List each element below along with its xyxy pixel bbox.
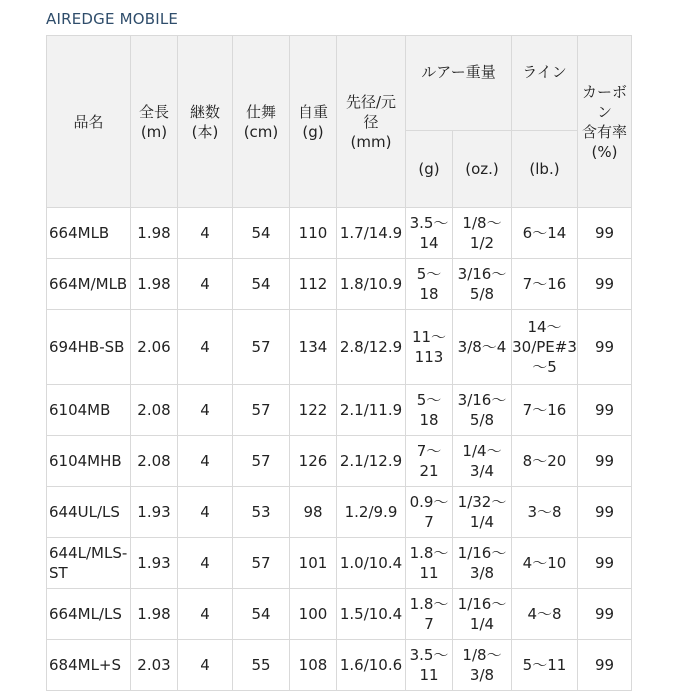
table-row xyxy=(47,640,632,691)
table-row xyxy=(47,385,632,436)
cell-length: 1.93 xyxy=(131,538,178,589)
cell-name: 6104MB xyxy=(47,385,131,436)
cell-pieces: 4 xyxy=(178,538,233,589)
header-lure-g: (g) xyxy=(406,131,453,208)
cell-closed: 57 xyxy=(233,385,290,436)
cell-pieces: 4 xyxy=(178,259,233,310)
cell-carbon: 99 xyxy=(578,589,632,640)
table-row xyxy=(47,589,632,640)
cell-pieces: 4 xyxy=(178,589,233,640)
cell-closed: 57 xyxy=(233,436,290,487)
cell-line: 3〜8 xyxy=(512,487,578,538)
cell-lure-g: 1.8〜 7 xyxy=(406,589,453,640)
cell-lure-oz: 1/16〜 1/4 xyxy=(453,589,512,640)
cell-tip: 2.1/11.9 xyxy=(337,385,406,436)
header-lure-weight: ルアー重量 xyxy=(406,36,512,131)
cell-name: 664ML/LS xyxy=(47,589,131,640)
cell-length: 1.98 xyxy=(131,208,178,259)
header-name: 品名 xyxy=(47,36,131,208)
cell-length: 1.98 xyxy=(131,259,178,310)
cell-lure-oz: 1/32〜 1/4 xyxy=(453,487,512,538)
cell-lure-g: 3.5〜 11 xyxy=(406,640,453,691)
header-pieces: 継数 (本) xyxy=(178,36,233,208)
cell-name: 644UL/LS xyxy=(47,487,131,538)
cell-weight: 98 xyxy=(290,487,337,538)
cell-carbon: 99 xyxy=(578,208,632,259)
cell-weight: 134 xyxy=(290,310,337,385)
header-closed-length: 仕舞 (cm) xyxy=(233,36,290,208)
table-row xyxy=(47,436,632,487)
cell-pieces: 4 xyxy=(178,310,233,385)
cell-closed: 53 xyxy=(233,487,290,538)
cell-length: 2.03 xyxy=(131,640,178,691)
cell-closed: 57 xyxy=(233,310,290,385)
cell-weight: 101 xyxy=(290,538,337,589)
cell-lure-g: 1.8〜 11 xyxy=(406,538,453,589)
cell-lure-g: 11〜 113 xyxy=(406,310,453,385)
cell-carbon: 99 xyxy=(578,385,632,436)
cell-carbon: 99 xyxy=(578,436,632,487)
cell-line: 14〜 30/PE#3 〜5 xyxy=(512,310,578,385)
cell-pieces: 4 xyxy=(178,208,233,259)
cell-weight: 126 xyxy=(290,436,337,487)
cell-lure-oz: 1/8〜 3/8 xyxy=(453,640,512,691)
cell-tip: 1.8/10.9 xyxy=(337,259,406,310)
cell-carbon: 99 xyxy=(578,259,632,310)
cell-lure-g: 5〜 18 xyxy=(406,259,453,310)
cell-line: 6〜14 xyxy=(512,208,578,259)
cell-length: 2.08 xyxy=(131,436,178,487)
table-row xyxy=(47,538,632,589)
cell-pieces: 4 xyxy=(178,487,233,538)
table-title: AIREDGE MOBILE xyxy=(46,10,179,28)
cell-pieces: 4 xyxy=(178,436,233,487)
cell-tip: 2.8/12.9 xyxy=(337,310,406,385)
cell-name: 644L/MLS- ST xyxy=(47,538,131,589)
header-length: 全長 (m) xyxy=(131,36,178,208)
cell-lure-g: 3.5〜 14 xyxy=(406,208,453,259)
cell-carbon: 99 xyxy=(578,487,632,538)
cell-lure-oz: 3/8〜4 xyxy=(453,310,512,385)
header-tip-diameter: 先径/元 径 (mm) xyxy=(337,36,406,208)
cell-line: 7〜16 xyxy=(512,259,578,310)
spec-table xyxy=(46,35,632,691)
cell-name: 684ML+S xyxy=(47,640,131,691)
cell-closed: 54 xyxy=(233,208,290,259)
cell-line: 4〜10 xyxy=(512,538,578,589)
table-row xyxy=(47,310,632,385)
cell-weight: 100 xyxy=(290,589,337,640)
cell-weight: 108 xyxy=(290,640,337,691)
cell-closed: 55 xyxy=(233,640,290,691)
cell-tip: 1.0/10.4 xyxy=(337,538,406,589)
header-weight: 自重 (g) xyxy=(290,36,337,208)
cell-tip: 1.2/9.9 xyxy=(337,487,406,538)
cell-lure-oz: 3/16〜 5/8 xyxy=(453,259,512,310)
cell-lure-oz: 3/16〜 5/8 xyxy=(453,385,512,436)
cell-lure-oz: 1/8〜 1/2 xyxy=(453,208,512,259)
header-line: ライン xyxy=(512,36,578,131)
cell-weight: 110 xyxy=(290,208,337,259)
cell-lure-g: 7〜 21 xyxy=(406,436,453,487)
cell-lure-g: 5〜 18 xyxy=(406,385,453,436)
cell-name: 664M/MLB xyxy=(47,259,131,310)
cell-pieces: 4 xyxy=(178,640,233,691)
cell-name: 664MLB xyxy=(47,208,131,259)
cell-name: 694HB-SB xyxy=(47,310,131,385)
cell-tip: 1.7/14.9 xyxy=(337,208,406,259)
cell-tip: 1.6/10.6 xyxy=(337,640,406,691)
cell-carbon: 99 xyxy=(578,310,632,385)
cell-closed: 54 xyxy=(233,589,290,640)
cell-line: 8〜20 xyxy=(512,436,578,487)
table-row xyxy=(47,259,632,310)
cell-name: 6104MHB xyxy=(47,436,131,487)
header-lure-oz: (oz.) xyxy=(453,131,512,208)
cell-length: 2.06 xyxy=(131,310,178,385)
table-row xyxy=(47,208,632,259)
header-line-lb: (lb.) xyxy=(512,131,578,208)
cell-line: 7〜16 xyxy=(512,385,578,436)
cell-tip: 2.1/12.9 xyxy=(337,436,406,487)
cell-closed: 54 xyxy=(233,259,290,310)
cell-lure-g: 0.9〜 7 xyxy=(406,487,453,538)
cell-length: 1.93 xyxy=(131,487,178,538)
cell-lure-oz: 1/16〜 3/8 xyxy=(453,538,512,589)
cell-line: 5〜11 xyxy=(512,640,578,691)
cell-weight: 112 xyxy=(290,259,337,310)
cell-length: 2.08 xyxy=(131,385,178,436)
cell-carbon: 99 xyxy=(578,538,632,589)
cell-line: 4〜8 xyxy=(512,589,578,640)
header-carbon: カーボ ン 含有率 (%) xyxy=(578,36,632,208)
cell-tip: 1.5/10.4 xyxy=(337,589,406,640)
cell-closed: 57 xyxy=(233,538,290,589)
cell-length: 1.98 xyxy=(131,589,178,640)
cell-carbon: 99 xyxy=(578,640,632,691)
cell-lure-oz: 1/4〜 3/4 xyxy=(453,436,512,487)
cell-weight: 122 xyxy=(290,385,337,436)
table-row xyxy=(47,487,632,538)
cell-pieces: 4 xyxy=(178,385,233,436)
